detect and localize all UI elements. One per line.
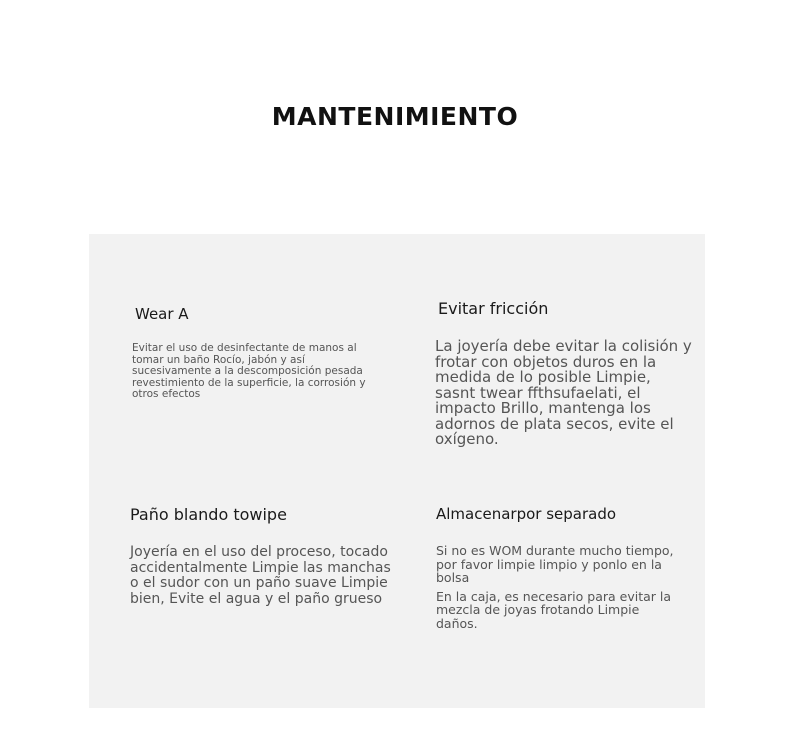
card-body-soft-cloth-text: Joyería en el uso del proceso, tocado accidentalmente Limpie las manchas o el sudor con un paño suave Limpie bien, Evite el agua y el paño grueso (130, 544, 391, 607)
card-body-friction (435, 339, 695, 448)
card-heading-wear: Wear A (135, 305, 189, 323)
card-heading-storage: Almacenarpor separado (436, 505, 617, 523)
card-heading-soft-cloth: Paño blando towipe (130, 505, 287, 524)
card-body-storage (436, 544, 681, 630)
card-body-storage-text-1: Si no es WOM durante mucho tiempo, por favor limpie limpio y ponlo en la bolsa (436, 543, 674, 585)
maintenance-panel (89, 234, 705, 708)
card-body-soft-cloth (130, 545, 400, 607)
card-body-friction-text: La joyería debe evitar la colisión y frotar con objetos duros en la medida de lo posible Limpie, sasnt twear ffthsufaelati, el impacto Brillo, mantenga los adornos de plata secos, evite el oxígeno. (435, 337, 692, 448)
card-body-wear-text: Evitar el uso de desinfectante de manos al tomar un baño Rocío, jabón y así sucesivamente a la descomposición pesada revestimiento de la superficie, la corrosión y otros efectos (132, 342, 366, 400)
card-body-storage-text-2: En la caja, es necesario para evitar la mezcla de joyas frotando Limpie daños. (436, 588, 672, 631)
page-title: MANTENIMIENTO (271, 101, 519, 131)
card-body-wear (132, 343, 382, 401)
card-heading-friction: Evitar fricción (438, 299, 549, 318)
